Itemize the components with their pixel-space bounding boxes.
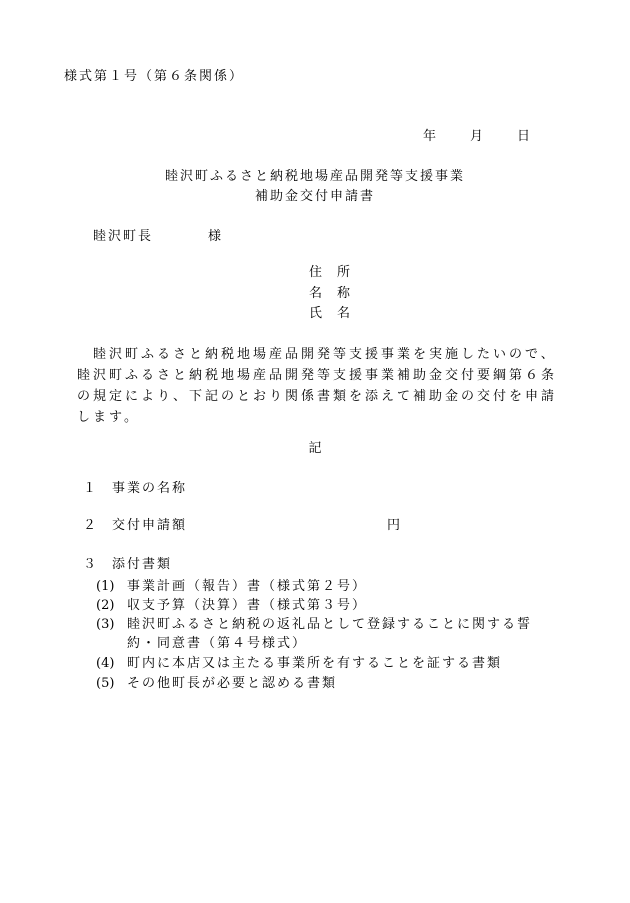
attachment-number: (4) xyxy=(96,656,115,671)
attachment-text: 睦沢町ふるさと納税の返礼品として登録することに関する誓 xyxy=(127,617,533,632)
addressee-honorific: 様 xyxy=(208,229,224,244)
item-label: 事業の名称 xyxy=(112,481,188,496)
grant-amount-unit: 円 xyxy=(387,518,401,533)
item-number: ２ xyxy=(83,518,99,533)
attachment-item xyxy=(96,580,367,593)
item-label: 交付申請額 xyxy=(112,518,188,533)
item-label: 添付書類 xyxy=(112,557,173,572)
attachment-text: その他町長が必要と認める書類 xyxy=(127,676,338,691)
form-number: 様式第１号（第６条関係） xyxy=(64,69,245,84)
attachment-text: 事業計画（報告）書（様式第２号） xyxy=(127,579,368,594)
attachment-number: (2) xyxy=(96,598,115,613)
item-attachments xyxy=(83,558,172,571)
attachment-item xyxy=(96,599,367,612)
applicant-name-label: 名 称 xyxy=(309,286,351,301)
date-month-label: 月 xyxy=(470,129,484,144)
attachment-item xyxy=(96,677,337,690)
addressee xyxy=(93,230,223,243)
body-paragraph: 睦沢町ふるさと納税地場産品開発等支援事業を実施したいので、睦沢町ふるさと納税地場産品開発等支援事業補助金交付要綱第６条の規定により、下記のとおり関係書類を添えて補助金の交付を申請します。 xyxy=(77,347,558,425)
item-business-name xyxy=(83,482,187,495)
date-day-label: 日 xyxy=(517,129,531,144)
attachment-number: (5) xyxy=(96,676,115,691)
item-number: １ xyxy=(83,481,99,496)
attachment-text-continuation: 約・同意書（第４号様式） xyxy=(127,636,308,651)
addressee-name: 睦沢町長 xyxy=(93,229,154,244)
applicant-person-label: 氏 名 xyxy=(309,306,351,321)
attachment-number: (3) xyxy=(96,617,115,632)
item-grant-amount xyxy=(83,519,187,532)
attachment-item xyxy=(96,618,532,631)
attachment-text: 収支予算（決算）書（様式第３号） xyxy=(127,598,368,613)
document-title-line-1: 睦沢町ふるさと納税地場産品開発等支援事業 xyxy=(164,169,465,184)
date-year-label: 年 xyxy=(423,129,437,144)
date-line xyxy=(423,130,530,143)
ki-heading: 記 xyxy=(308,441,322,456)
applicant-address-label: 住 所 xyxy=(309,265,351,280)
document-title-line-2: 補助金交付申請書 xyxy=(254,189,375,204)
attachment-item xyxy=(96,657,502,670)
attachment-number: (1) xyxy=(96,579,115,594)
item-number: ３ xyxy=(83,557,99,572)
attachment-text: 町内に本店又は主たる事業所を有することを証する書類 xyxy=(127,656,503,671)
